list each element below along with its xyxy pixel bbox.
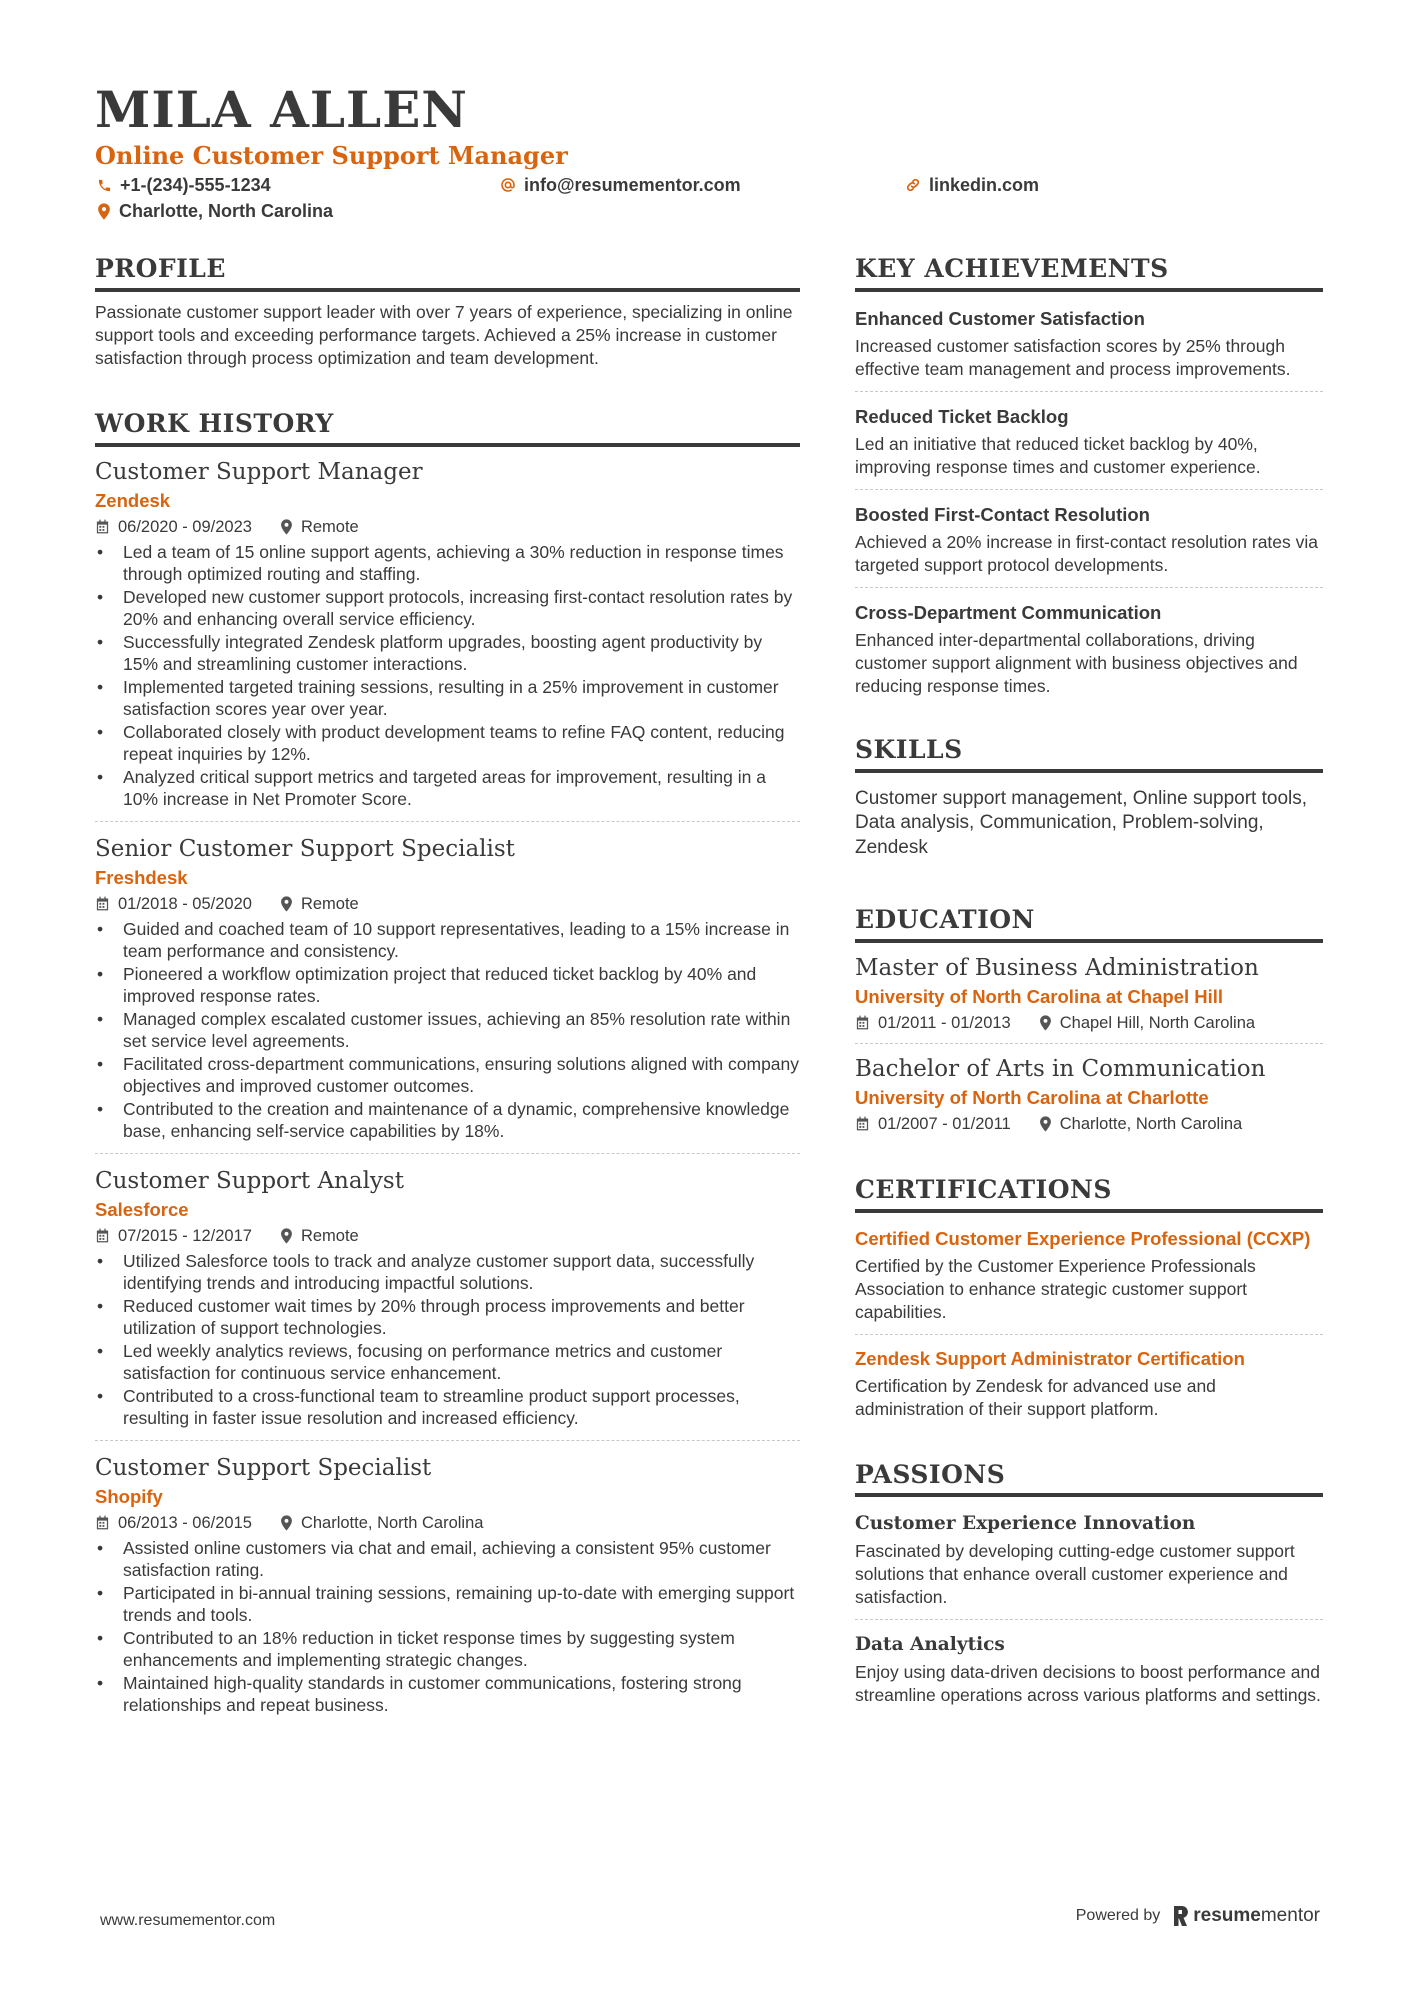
calendar-icon [95, 1228, 110, 1243]
company-name: Salesforce [95, 1198, 189, 1220]
phone-text: +1-(234)-555-1234 [120, 175, 271, 195]
list-item: • Utilized Salesforce tools to track and analyze customer support data, successfully identifying trends and introducing impactful solutions. [95, 1250, 800, 1295]
passion-item [855, 1632, 1323, 1707]
achievement-text: Increased customer satisfaction scores by 25% through effective team management and process improvements. [855, 335, 1291, 379]
achievement-title: Boosted First-Contact Resolution [855, 503, 1150, 525]
linkedin-contact[interactable] [905, 176, 1039, 194]
achievement-text: Achieved a 20% increase in first-contact resolution rates via targeted support protocol developments. [855, 531, 1319, 575]
school-name: University of North Carolina at Charlotte [855, 1086, 1209, 1108]
candidate-name: MILA ALLEN [95, 80, 469, 139]
job-location: Charlotte, North Carolina [280, 1511, 484, 1535]
footer-powered [1076, 1905, 1320, 1927]
achievement-title: Reduced Ticket Backlog [855, 405, 1069, 427]
certification-text: Certification by Zendesk for advanced use and administration of their support platform. [855, 1375, 1216, 1419]
divider [855, 1043, 1323, 1044]
achievement-item [855, 502, 1323, 577]
date-range: 01/2018 - 05/2020 [95, 892, 252, 916]
job-location: Chapel Hill, North Carolina [1039, 1011, 1255, 1035]
powered-by-label: Powered by [1075, 1907, 1161, 1924]
divider [855, 587, 1323, 588]
email-contact[interactable] [500, 176, 741, 194]
list-item: • Maintained high-quality standards in customer communications, fostering strong relationships and repeat business. [95, 1672, 800, 1717]
date-location-row [95, 1511, 800, 1535]
job-list [95, 457, 800, 1717]
certifications-heading: CERTIFICATIONS [855, 1176, 1323, 1213]
location-pin-icon [280, 896, 293, 912]
job-entry [95, 1453, 800, 1717]
passion-list [855, 1511, 1323, 1707]
footer-website[interactable]: www.resumementor.com [100, 1912, 276, 1929]
location-pin-icon [1039, 1116, 1052, 1132]
divider [855, 1619, 1323, 1620]
location-text: Charlotte, North Carolina [119, 201, 334, 221]
list-item: • Reduced customer wait times by 20% through process improvements and better utilization of support technologies. [95, 1295, 800, 1340]
job-location: Remote [280, 892, 359, 916]
phone-contact [97, 176, 271, 194]
job-bullets [95, 918, 800, 1143]
date-location-row [95, 892, 800, 916]
brand-logo[interactable] [1172, 1905, 1320, 1927]
degree-title: Master of Business Administration [855, 954, 1259, 981]
work-history-heading: WORK HISTORY [95, 410, 800, 447]
achievement-list [855, 306, 1323, 698]
list-item: • Assisted online customers via chat and email, achieving a consistent 95% customer satisfaction rating. [95, 1537, 800, 1582]
calendar-icon [855, 1116, 870, 1131]
job-title: Senior Customer Support Specialist [95, 835, 515, 862]
passion-text: Enjoy using data-driven decisions to boost performance and streamline operations across various platforms and settings. [855, 1662, 1321, 1706]
certification-text: Certified by the Customer Experience Professionals Association to enhance strategic customer support capabilities. [855, 1255, 1256, 1322]
divider [855, 391, 1323, 392]
date-range: 01/2011 - 01/2013 [855, 1011, 1011, 1035]
phone-icon [97, 178, 112, 193]
location-pin-icon [97, 203, 111, 220]
divider [855, 489, 1323, 490]
date-range: 07/2015 - 12/2017 [95, 1224, 252, 1248]
job-location: Remote [280, 1224, 359, 1248]
skills-text: Customer support management, Online support tools, Data analysis, Communication, Problem-solving, Zendesk [855, 787, 1308, 858]
job-bullets [95, 1250, 800, 1430]
divider [95, 821, 800, 822]
achievement-title: Cross-Department Communication [855, 601, 1162, 623]
achievement-item [855, 600, 1323, 698]
education-item [855, 1054, 1323, 1136]
passion-title: Customer Experience Innovation [855, 1513, 1196, 1535]
passions-heading: PASSIONS [855, 1461, 1323, 1498]
list-item: • Led a team of 15 online support agents, achieving a 30% reduction in response times through optimized routing and staffing. [95, 541, 800, 586]
at-icon [500, 177, 516, 193]
brand-mark-icon [1172, 1906, 1188, 1926]
education-list [855, 953, 1323, 1136]
job-title: Customer Support Analyst [95, 1167, 404, 1194]
education-item [855, 953, 1323, 1035]
date-range: 01/2007 - 01/2011 [855, 1112, 1011, 1136]
calendar-icon [95, 519, 110, 534]
job-location: Charlotte, North Carolina [1039, 1112, 1243, 1136]
linkedin-text: linkedin.com [929, 175, 1040, 195]
location-pin-icon [280, 1515, 293, 1531]
job-title: Customer Support Manager [95, 458, 423, 485]
brand-word-a: resume [1193, 1905, 1261, 1926]
location-pin-icon [1039, 1015, 1052, 1031]
date-range: 06/2013 - 06/2015 [95, 1511, 252, 1535]
company-name: Shopify [95, 1485, 163, 1507]
location-contact [97, 202, 333, 220]
profile-text: Passionate customer support leader with over 7 years of experience, specializing in online support tools and exceeding performance targets. Achieved a 25% increase in customer satisfaction through process optimization and team development. [95, 301, 793, 368]
skills-heading: SKILLS [855, 736, 1323, 773]
list-item: • Implemented targeted training sessions, resulting in a 25% improvement in customer satisfaction scores year over year. [95, 676, 800, 721]
certification-item [855, 1347, 1323, 1421]
left-column [95, 255, 800, 1717]
company-name: Freshdesk [95, 866, 188, 888]
calendar-icon [855, 1015, 870, 1030]
job-title: Customer Support Specialist [95, 1454, 432, 1481]
list-item: • Collaborated closely with product development teams to refine FAQ content, reducing repeat inquiries by 12%. [95, 721, 800, 766]
divider [855, 1334, 1323, 1335]
list-item: • Led weekly analytics reviews, focusing on performance metrics and customer satisfaction for continuous service enhancement. [95, 1340, 800, 1385]
right-column [855, 255, 1323, 1707]
passion-title: Data Analytics [855, 1634, 1005, 1656]
achievement-text: Led an initiative that reduced ticket backlog by 40%, improving response times and customer experience. [855, 433, 1261, 477]
list-item: • Developed new customer support protocols, increasing first-contact resolution rates by 20% and enhancing overall service efficiency. [95, 586, 800, 631]
achievements-heading: KEY ACHIEVEMENTS [855, 255, 1323, 292]
date-location-row [95, 515, 800, 539]
job-location: Remote [280, 515, 359, 539]
list-item: • Pioneered a workflow optimization project that reduced ticket backlog by 40% and improved response rates. [95, 963, 800, 1008]
divider [95, 1440, 800, 1441]
date-location-row [855, 1011, 1323, 1035]
education-heading: EDUCATION [855, 906, 1323, 943]
profile-heading: PROFILE [95, 255, 800, 292]
certification-title: Zendesk Support Administrator Certification [855, 1347, 1245, 1369]
list-item: • Guided and coached team of 10 support representatives, leading to a 15% increase in team performance and consistency. [95, 918, 800, 963]
location-pin-icon [280, 1228, 293, 1244]
job-bullets [95, 541, 800, 811]
calendar-icon [95, 896, 110, 911]
achievement-item [855, 306, 1323, 381]
date-location-row [855, 1112, 1323, 1136]
list-item: • Analyzed critical support metrics and targeted areas for improvement, resulting in a 10% increase in Net Promoter Score. [95, 766, 800, 811]
job-entry [95, 1166, 800, 1430]
date-location-row [95, 1224, 800, 1248]
list-item: • Facilitated cross-department communications, ensuring solutions aligned with company objectives and improved customer outcomes. [95, 1053, 800, 1098]
achievement-item [855, 404, 1323, 479]
list-item: • Contributed to an 18% reduction in ticket response times by suggesting system enhancements and implementing strategic changes. [95, 1627, 800, 1672]
link-icon [905, 177, 921, 193]
passion-item [855, 1511, 1323, 1609]
list-item: • Contributed to the creation and maintenance of a dynamic, comprehensive knowledge base, enhancing self-service capabilities by 18%. [95, 1098, 800, 1143]
divider [95, 1153, 800, 1154]
achievement-text: Enhanced inter-departmental collaborations, driving customer support alignment with business objectives and reducing response times. [855, 629, 1298, 696]
brand-word-b: mentor [1260, 1905, 1320, 1926]
email-text: info@resumementor.com [524, 175, 741, 195]
achievement-title: Enhanced Customer Satisfaction [855, 307, 1145, 329]
passion-text: Fascinated by developing cutting-edge customer support solutions that enhance overall customer experience and satisfaction. [855, 1541, 1295, 1608]
list-item: • Contributed to a cross-functional team to streamline product support processes, resulting in faster issue resolution and increased efficiency. [95, 1385, 800, 1430]
company-name: Zendesk [95, 489, 171, 511]
job-bullets [95, 1537, 800, 1717]
degree-title: Bachelor of Arts in Communication [855, 1055, 1266, 1082]
location-pin-icon [280, 519, 293, 535]
list-item: • Managed complex escalated customer issues, achieving an 85% resolution rate within set service level agreements. [95, 1008, 800, 1053]
certification-list [855, 1227, 1323, 1421]
job-entry [95, 457, 800, 811]
list-item: • Participated in bi-annual training sessions, remaining up-to-date with emerging support trends and tools. [95, 1582, 800, 1627]
certification-title: Certified Customer Experience Professional (CCXP) [855, 1227, 1311, 1249]
list-item: • Successfully integrated Zendesk platform upgrades, boosting agent productivity by 15% and streamlining customer interactions. [95, 631, 800, 676]
school-name: University of North Carolina at Chapel Hill [855, 985, 1224, 1007]
job-entry [95, 834, 800, 1143]
candidate-title: Online Customer Support Manager [95, 141, 568, 170]
calendar-icon [95, 1515, 110, 1530]
date-range: 06/2020 - 09/2023 [95, 515, 252, 539]
certification-item [855, 1227, 1323, 1324]
